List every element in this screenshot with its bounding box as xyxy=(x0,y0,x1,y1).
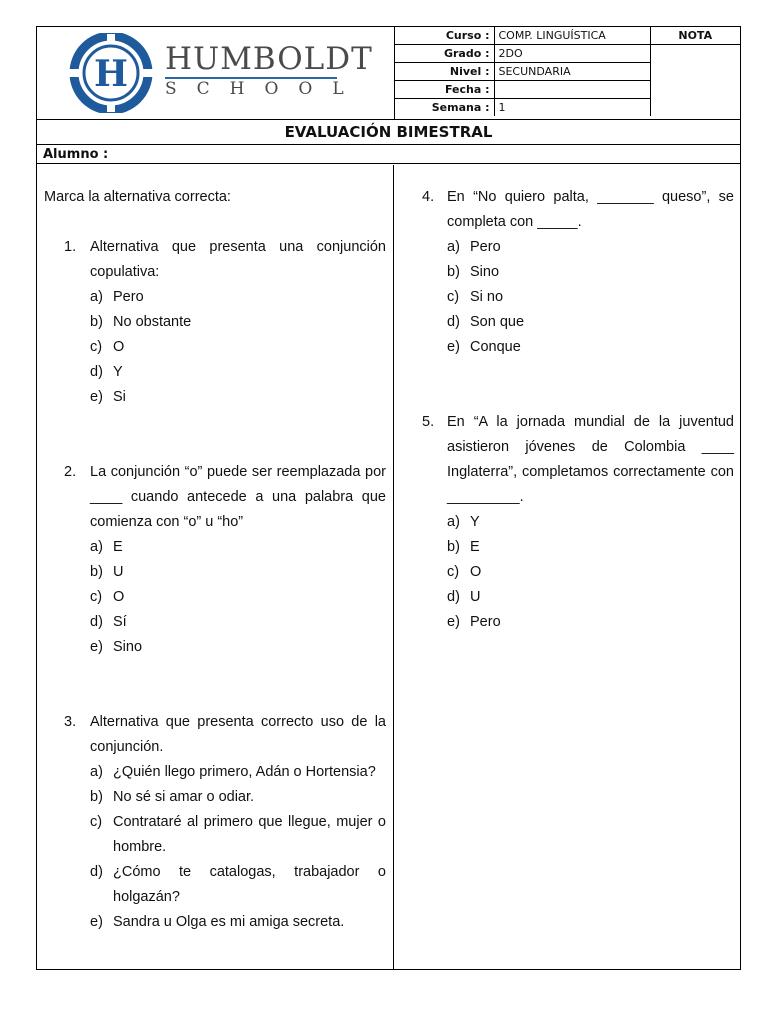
option-item[interactable] xyxy=(90,385,386,410)
option-text: U xyxy=(113,564,124,580)
question-1 xyxy=(44,235,386,410)
option-letter: b) xyxy=(90,789,103,805)
option-text: Sandra u Olga es mi amiga secreta. xyxy=(113,914,345,930)
option-item[interactable] xyxy=(447,535,734,560)
info-label: Nivel : xyxy=(394,63,494,81)
option-text: Si xyxy=(113,389,126,405)
info-label: Fecha : xyxy=(394,81,494,99)
option-letter: a) xyxy=(447,514,460,530)
option-list xyxy=(90,535,386,660)
option-letter: a) xyxy=(447,239,460,255)
option-text: Pero xyxy=(470,239,501,255)
question-number: 4. xyxy=(422,189,435,205)
option-text: ¿Quién llego primero, Adán o Hortensia? xyxy=(113,764,376,780)
option-text: No sé si amar o odiar. xyxy=(113,789,255,805)
question-number: 3. xyxy=(64,714,77,730)
school-logo-area xyxy=(37,27,395,119)
question-text: En “A la jornada mundial de la juventud asistieron jóvenes de Colombia ____ Inglaterra”, completamos correctamente con _________. xyxy=(447,414,734,505)
option-text: O xyxy=(113,339,125,355)
option-letter: b) xyxy=(447,264,460,280)
grade-box[interactable] xyxy=(650,45,740,117)
option-list xyxy=(447,510,734,635)
option-list xyxy=(447,235,734,360)
left-column xyxy=(44,185,386,935)
option-item[interactable] xyxy=(447,610,734,635)
option-text: Y xyxy=(113,364,123,380)
school-logo-icon xyxy=(65,33,157,113)
option-item[interactable] xyxy=(90,560,386,585)
option-letter: a) xyxy=(90,289,103,305)
instructions: Marca la alternativa correcta: xyxy=(44,189,231,205)
option-item[interactable] xyxy=(447,260,734,285)
option-letter: d) xyxy=(90,364,103,380)
info-label: Curso : xyxy=(394,27,494,45)
logo-letter: H xyxy=(93,53,129,95)
option-text: Sino xyxy=(113,639,143,655)
option-text: O xyxy=(113,589,125,605)
info-label: Grado : xyxy=(394,45,494,63)
question-4 xyxy=(422,185,734,360)
question-text: La conjunción “o” puede ser reemplazada por ____ cuando antecede a una palabra que comienza con “o” u “ho” xyxy=(90,464,386,530)
option-text: E xyxy=(470,539,480,555)
option-item[interactable] xyxy=(90,785,386,810)
info-value: 2DO xyxy=(494,45,650,63)
info-row-curso xyxy=(394,27,740,45)
option-text: Conque xyxy=(470,339,521,355)
question-number: 5. xyxy=(422,414,435,430)
option-text: E xyxy=(113,539,123,555)
option-item[interactable] xyxy=(447,235,734,260)
option-letter: a) xyxy=(90,764,103,780)
question-number: 1. xyxy=(64,239,77,255)
option-item[interactable] xyxy=(90,585,386,610)
option-item[interactable] xyxy=(90,535,386,560)
exam-sheet xyxy=(36,26,741,970)
option-item[interactable] xyxy=(90,760,386,785)
option-item[interactable] xyxy=(90,860,386,910)
option-text: Sí xyxy=(113,614,127,630)
option-text: Pero xyxy=(470,614,501,630)
option-letter: b) xyxy=(447,539,460,555)
option-item[interactable] xyxy=(90,910,386,935)
option-item[interactable] xyxy=(90,360,386,385)
option-item[interactable] xyxy=(90,285,386,310)
option-item[interactable] xyxy=(90,635,386,660)
date-field[interactable] xyxy=(494,81,650,99)
option-letter: e) xyxy=(90,639,103,655)
option-text: Si no xyxy=(470,289,504,305)
option-letter: d) xyxy=(447,589,460,605)
option-item[interactable] xyxy=(90,610,386,635)
option-letter: b) xyxy=(90,314,103,330)
option-item[interactable] xyxy=(447,285,734,310)
option-text: ¿Cómo te catalogas, trabajador o holgazán? xyxy=(113,864,386,905)
option-text: Y xyxy=(470,514,480,530)
nota-label: NOTA xyxy=(650,27,740,45)
option-text: Contrataré al primero que llegue, mujer o hombre. xyxy=(113,814,386,855)
question-text: Alternativa que presenta una conjunción copulativa: xyxy=(90,239,386,280)
option-text: O xyxy=(470,564,482,580)
spacer xyxy=(44,410,386,460)
info-label: Semana : xyxy=(394,99,494,117)
school-subtitle: SCHOOL xyxy=(165,79,364,99)
option-letter: c) xyxy=(90,589,103,605)
option-letter: b) xyxy=(90,564,103,580)
option-letter: d) xyxy=(90,614,103,630)
course-info-table xyxy=(394,27,740,116)
option-text: U xyxy=(470,589,481,605)
question-text: En “No quiero palta, _______ queso”, se completa con _____. xyxy=(447,189,734,230)
option-letter: d) xyxy=(90,864,103,880)
info-row-grado xyxy=(394,45,740,63)
option-letter: d) xyxy=(447,314,460,330)
option-item[interactable] xyxy=(447,335,734,360)
option-letter: e) xyxy=(90,389,103,405)
exam-header xyxy=(37,27,740,120)
option-text: No obstante xyxy=(113,314,192,330)
option-letter: c) xyxy=(90,339,103,355)
school-name: HUMBOLDT xyxy=(165,41,373,77)
option-letter: c) xyxy=(90,814,103,830)
option-letter: e) xyxy=(90,914,103,930)
option-letter: e) xyxy=(447,339,460,355)
column-divider xyxy=(393,165,394,969)
info-value: SECUNDARIA xyxy=(494,63,650,81)
option-letter: c) xyxy=(447,564,460,580)
exam-title: EVALUACIÓN BIMESTRAL xyxy=(37,120,740,145)
option-text: Sino xyxy=(470,264,500,280)
info-value: 1 xyxy=(494,99,650,117)
question-number: 2. xyxy=(64,464,77,480)
question-2 xyxy=(44,460,386,660)
spacer xyxy=(422,360,734,410)
student-name-field[interactable]: Alumno : xyxy=(37,145,740,164)
option-list xyxy=(90,760,386,935)
question-3 xyxy=(44,710,386,935)
option-letter: e) xyxy=(447,614,460,630)
option-letter: c) xyxy=(447,289,460,305)
option-item[interactable] xyxy=(90,810,386,860)
option-item[interactable] xyxy=(90,310,386,335)
option-item[interactable] xyxy=(447,585,734,610)
spacer xyxy=(44,660,386,710)
option-item[interactable] xyxy=(90,335,386,360)
right-column xyxy=(422,185,734,635)
option-item[interactable] xyxy=(447,310,734,335)
option-item[interactable] xyxy=(447,510,734,535)
info-value: COMP. LINGUÍSTICA xyxy=(494,27,650,45)
option-item[interactable] xyxy=(447,560,734,585)
option-text: Pero xyxy=(113,289,144,305)
option-text: Son que xyxy=(470,314,525,330)
question-5 xyxy=(422,410,734,635)
question-text: Alternativa que presenta correcto uso de la conjunción. xyxy=(90,714,386,755)
option-list xyxy=(90,285,386,410)
option-letter: a) xyxy=(90,539,103,555)
